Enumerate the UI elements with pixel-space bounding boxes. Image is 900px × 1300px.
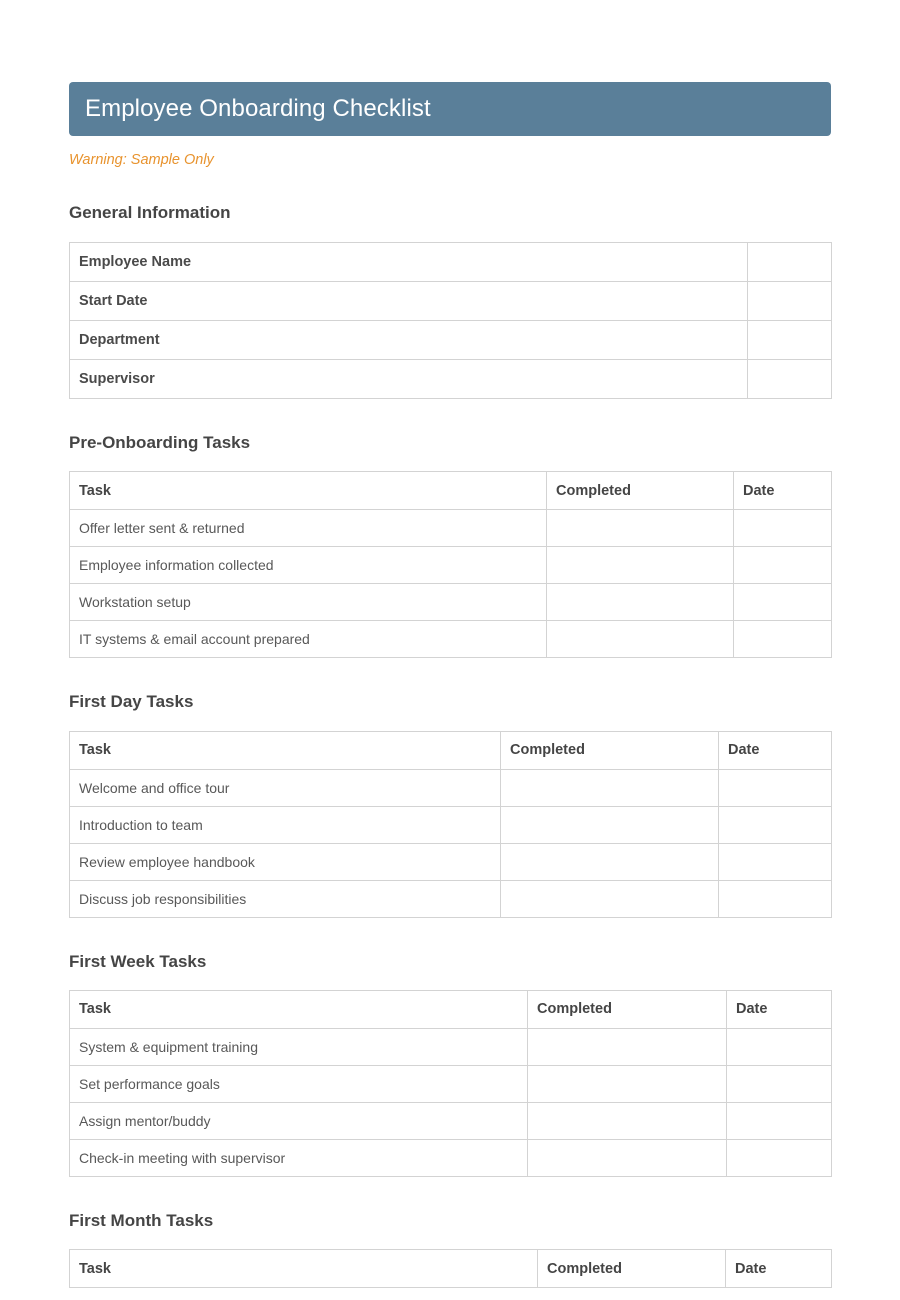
task-completed-cell[interactable] xyxy=(528,1139,727,1176)
column-header-completed: Completed xyxy=(501,731,719,769)
general-label-department: Department xyxy=(70,320,748,359)
section-heading-first-day-tasks: First Day Tasks xyxy=(69,692,194,712)
task-label: Welcome and office tour xyxy=(70,769,501,806)
table-row xyxy=(70,621,832,658)
task-label: System & equipment training xyxy=(70,1028,528,1065)
task-completed-cell[interactable] xyxy=(528,1028,727,1065)
task-completed-cell[interactable] xyxy=(528,1102,727,1139)
task-label: Discuss job responsibilities xyxy=(70,880,501,917)
column-header-completed: Completed xyxy=(528,990,727,1028)
table-row xyxy=(70,1102,832,1139)
table-header-row xyxy=(70,1250,832,1288)
table-row xyxy=(70,359,832,398)
table-row xyxy=(70,806,832,843)
column-header-task: Task xyxy=(70,472,547,510)
column-header-task: Task xyxy=(70,990,528,1028)
first-week-tasks-table xyxy=(69,990,832,1177)
general-value-department[interactable] xyxy=(748,320,832,359)
task-completed-cell[interactable] xyxy=(501,880,719,917)
column-header-task: Task xyxy=(70,1250,538,1288)
section-heading-general-information: General Information xyxy=(69,203,231,223)
page-title: Employee Onboarding Checklist xyxy=(85,95,431,122)
table-row xyxy=(70,547,832,584)
task-completed-cell[interactable] xyxy=(501,769,719,806)
task-label: IT systems & email account prepared xyxy=(70,621,547,658)
general-value-supervisor[interactable] xyxy=(748,359,832,398)
column-header-date: Date xyxy=(726,1250,832,1288)
task-date-cell[interactable] xyxy=(719,806,832,843)
task-label: Workstation setup xyxy=(70,584,547,621)
task-label: Introduction to team xyxy=(70,806,501,843)
column-header-date: Date xyxy=(727,990,832,1028)
table-row xyxy=(70,584,832,621)
pre-onboarding-tasks-table xyxy=(69,471,832,658)
general-value-employee-name[interactable] xyxy=(748,242,832,281)
section-heading-pre-onboarding-tasks: Pre-Onboarding Tasks xyxy=(69,432,251,452)
task-label: Employee information collected xyxy=(70,547,547,584)
table-row xyxy=(70,320,832,359)
task-date-cell[interactable] xyxy=(727,1028,832,1065)
task-date-cell[interactable] xyxy=(719,843,832,880)
task-date-cell[interactable] xyxy=(734,621,832,658)
table-row xyxy=(70,242,832,281)
table-row xyxy=(70,1065,832,1102)
task-date-cell[interactable] xyxy=(727,1102,832,1139)
first-month-tasks-table xyxy=(69,1249,832,1288)
sample-warning-note: Warning: Sample Only xyxy=(69,152,214,168)
task-label: Review employee handbook xyxy=(70,843,501,880)
task-completed-cell[interactable] xyxy=(501,806,719,843)
general-label-start-date: Start Date xyxy=(70,281,748,320)
task-label: Check-in meeting with supervisor xyxy=(70,1139,528,1176)
table-row xyxy=(70,1139,832,1176)
task-completed-cell[interactable] xyxy=(547,547,734,584)
column-header-completed: Completed xyxy=(547,472,734,510)
task-date-cell[interactable] xyxy=(719,880,832,917)
general-label-employee-name: Employee Name xyxy=(70,242,748,281)
task-label: Assign mentor/buddy xyxy=(70,1102,528,1139)
task-label: Set performance goals xyxy=(70,1065,528,1102)
task-date-cell[interactable] xyxy=(734,584,832,621)
table-row xyxy=(70,880,832,917)
task-date-cell[interactable] xyxy=(727,1139,832,1176)
section-heading-first-month-tasks: First Month Tasks xyxy=(69,1210,214,1230)
table-header-row xyxy=(70,731,832,769)
task-completed-cell[interactable] xyxy=(547,584,734,621)
task-completed-cell[interactable] xyxy=(501,843,719,880)
table-row xyxy=(70,843,832,880)
first-day-tasks-table xyxy=(69,731,832,918)
task-completed-cell[interactable] xyxy=(547,510,734,547)
task-label: Offer letter sent & returned xyxy=(70,510,547,547)
table-row xyxy=(70,1028,832,1065)
table-row xyxy=(70,510,832,547)
column-header-date: Date xyxy=(734,472,832,510)
task-completed-cell[interactable] xyxy=(547,621,734,658)
table-header-row xyxy=(70,990,832,1028)
document-header-banner xyxy=(69,82,831,136)
task-date-cell[interactable] xyxy=(734,547,832,584)
general-value-start-date[interactable] xyxy=(748,281,832,320)
task-date-cell[interactable] xyxy=(727,1065,832,1102)
task-date-cell[interactable] xyxy=(719,769,832,806)
table-header-row xyxy=(70,472,832,510)
task-date-cell[interactable] xyxy=(734,510,832,547)
table-row xyxy=(70,769,832,806)
general-label-supervisor: Supervisor xyxy=(70,359,748,398)
general-information-table xyxy=(69,242,832,399)
task-completed-cell[interactable] xyxy=(528,1065,727,1102)
table-row xyxy=(70,281,832,320)
column-header-task: Task xyxy=(70,731,501,769)
document-content xyxy=(69,82,831,1288)
column-header-date: Date xyxy=(719,731,832,769)
column-header-completed: Completed xyxy=(538,1250,726,1288)
section-heading-first-week-tasks: First Week Tasks xyxy=(69,951,207,971)
